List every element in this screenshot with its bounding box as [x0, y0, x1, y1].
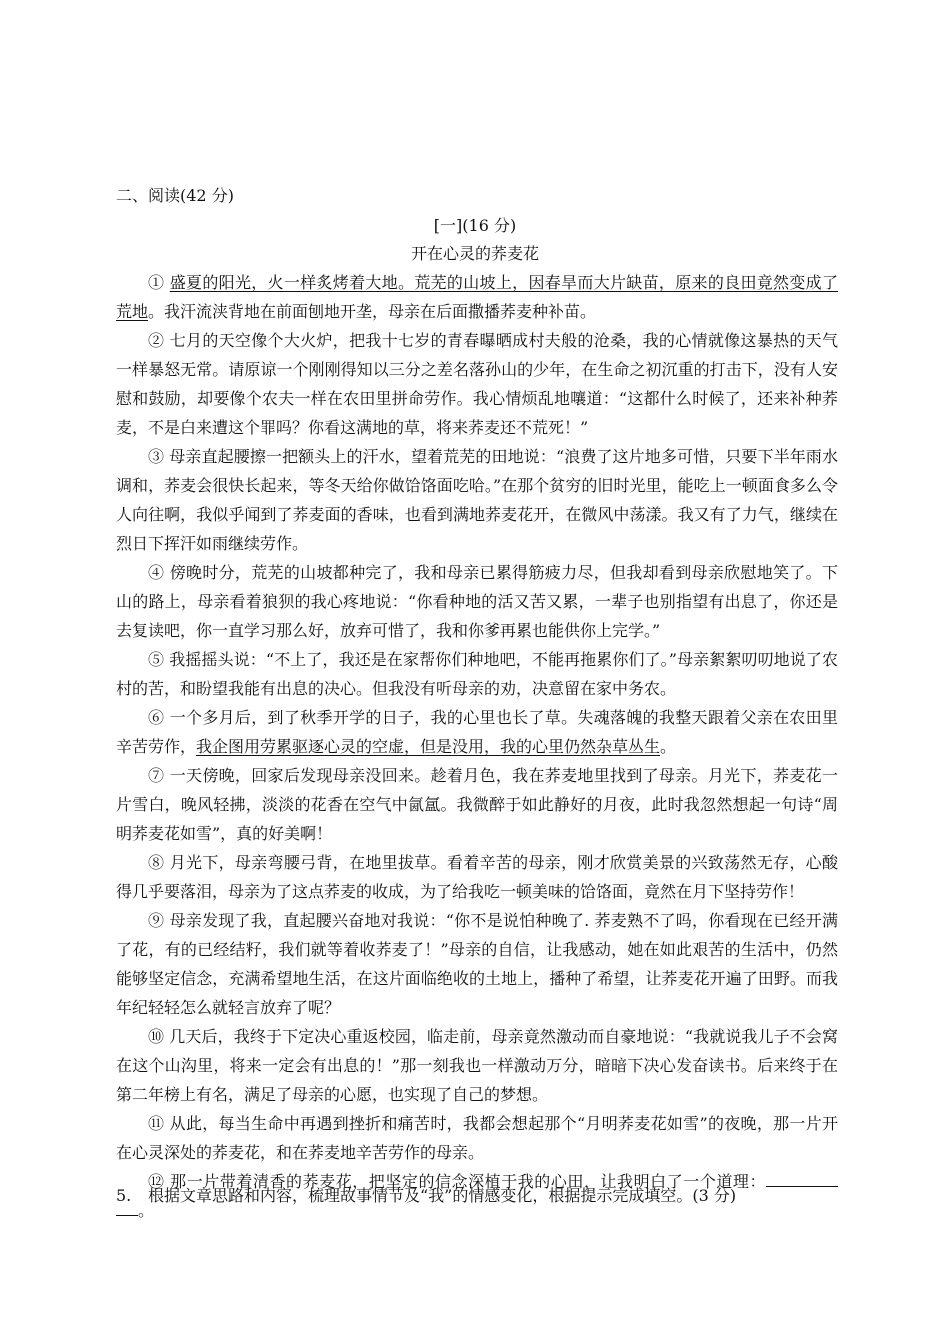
question-text: 根据文章思路和内容，梳理故事情节及“我”的情感变化，根据提示完成填空。(3 分) — [148, 1186, 737, 1205]
article-title: 开在心灵的荞麦花 — [410, 244, 539, 263]
paragraph-6: ⑥ 一个多月后，到了秋季开学的日子，我的心里也长了草。失魂落魄的我整天跟着父亲在农田里辛苦劳作，我企图用劳累驱逐心灵的空虚，但是没用，我的心里仍然杂草丛生。 — [116, 708, 838, 756]
question-5 — [116, 1186, 838, 1206]
question-number: 5. — [116, 1186, 132, 1205]
underlined-sentence: 我企图用劳累驱逐心灵的空虚，但是没用，我的心里仍然杂草丛生 — [196, 737, 661, 756]
paragraph-9: ⑨ 母亲发现了我，直起腰兴奋地对我说：“你不是说怕种晚了. 荞麦熟不了吗，你看现在已经开满了花，有的已经结籽，我们就等着收荞麦了！”母亲的自信，让我感动，她在如此艰苦的生活中，仍然能够坚定信念，充满希望地生活，在这片面临绝收的土地上，播种了希望，让荞麦花开遍了田野。而我年纪轻轻怎么就轻言放弃了呢？ — [116, 911, 838, 1017]
article-body — [116, 268, 838, 1225]
underlined-sentence: 盛夏的阳光，火一样炙烤着大地。荒芜的山坡上，因春旱而大片缺苗，原来的良田竟然变成了荒地 — [116, 273, 838, 321]
paragraph-8: ⑧ 月光下，母亲弯腰弓背，在地里拔草。看着辛苦的母亲，刚才欣赏美景的兴致荡然无存，心酸得几乎要落泪，母亲为了这点荞麦的收成，为了给我吃一顿美味的饸饹面，竟然在月下坚持劳作！ — [116, 853, 838, 901]
paragraph-10: ⑩ 几天后，我终于下定决心重返校园，临走前，母亲竟然激动而自豪地说：“我就说我儿子不会窝在这个山沟里，将来一定会有出息的！”那一刻我也一样激动万分，暗暗下决心发奋读书。后来终于在第二年榜上有名，满足了母亲的心愿，也实现了自己的梦想。 — [116, 1027, 838, 1104]
paragraph-12: ⑫ 那一片带着清香的荞麦花，把坚定的信念深植于我的心田，让我明白了一个道理：。 — [116, 1167, 838, 1225]
paragraph-number: ① — [148, 273, 165, 292]
paragraph-7: ⑦ 一天傍晚，回家后发现母亲没回来。趁着月色，我在荞麦地里找到了母亲。月光下，荞麦花一片雪白，晚风轻拂，淡淡的花香在空气中氤氲。我微醉于如此静好的月夜，此时我忽然想起一句诗“周明荞麦花如雪”，真的好美啊！ — [116, 766, 838, 843]
paragraph-2: ② 七月的天空像个大火炉，把我十七岁的青春曝晒成村夫般的沧桑，我的心情就像这暴热的天气一样暴怒无常。请原谅一个刚刚得知以三分之差名落孙山的少年，在生命之初沉重的打击下，没有人安慰和鼓励，却要像个农夫一样在农田里拼命劳作。我心情烦乱地嚷道：“这都什么时候了，还来补种荞麦，不是白来遭这个罪吗？你看这满地的草，将来荞麦还不荒死！” — [116, 331, 838, 437]
section-title: 二、阅读(42 分) — [116, 186, 234, 205]
paragraph-4: ④ 傍晚时分，荒芜的山坡都种完了，我和母亲已累得筋疲力尽，但我却看到母亲欣慰地笑了。下山的路上，母亲看着狼狈的我心疼地说：“你看种地的活又苦又累，一辈子也别指望有出息了，你还是去复读吧，你一直学习那么好，放弃可惜了，我和你爹再累也能供你上完学。” — [116, 563, 838, 640]
paragraph-5: ⑤ 我摇摇头说：“不上了，我还是在家帮你们种地吧，不能再拖累你们了。”母亲絮絮叨叨地说了农村的苦，和盼望我能有出息的决心。但我没有听母亲的劝，决意留在家中务农。 — [116, 650, 838, 698]
paragraph-3: ③ 母亲直起腰擦一把额头上的汗水，望着荒芜的田地说：“浪费了这片地多可惜，只要下半年雨水调和，荞麦会很快长起来，等冬天给你做饸饹面吃哈。”在那个贫穷的旧时光里，能吃上一顿面食多么令人向往啊，我似乎闻到了荞麦面的香味，也看到满地荞麦花开，在微风中荡漾。我又有了力气，继续在烈日下挥汗如雨继续劳作。 — [116, 447, 838, 553]
paragraph-11: ⑪ 从此，每当生命中再遇到挫折和痛苦时，我都会想起那个“月明荞麦花如雪”的夜晚，那一片开在心灵深处的荞麦花，和在荞麦地辛苦劳作的母亲。 — [116, 1114, 838, 1162]
answer-blank[interactable] — [766, 1172, 838, 1187]
part-title: [一](16 分) — [433, 216, 517, 235]
paragraph-1: ① 盛夏的阳光，火一样炙烤着大地。荒芜的山坡上，因春旱而大片缺苗，原来的良田竟然变成了荒地。我汗流浃背地在前面刨地开垄，母亲在后面撒播荞麦种补苗。 — [116, 273, 838, 321]
